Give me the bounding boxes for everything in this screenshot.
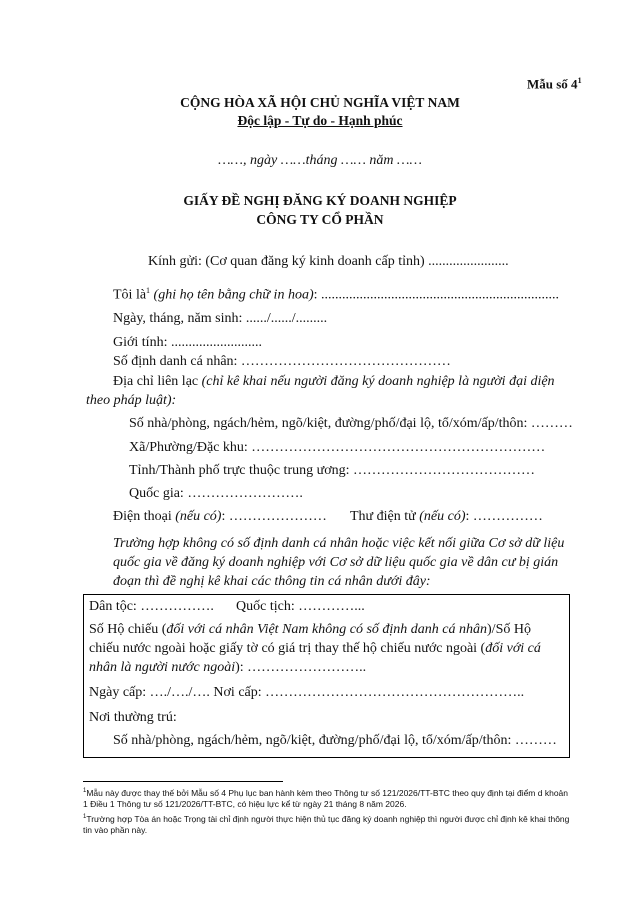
ethnicity-line: Dân tộc: ……………. — [89, 599, 214, 614]
name-line: Tôi $là^1$ (ghi họ tên bằng chữ in hoa): .................................................................... — [113, 286, 559, 303]
recipient-label: Kính gửi: — [148, 254, 202, 269]
province-line: Tỉnh/Thành phố trực thuộc trung ương: ………………………………… — [129, 463, 535, 478]
motto: Độc lập - Tự do - Hạnh phúc — [237, 113, 403, 128]
form-number-footnote-ref: 1 — [577, 76, 582, 85]
footnote-1: $^1$Mẫu này được thay thế bởi Mẫu số 4 Phụ lục ban hành kèm theo Thông tư số 121/2026/TT-BTC theo quy định tại điểm d khoản 1 Điều 1 Thông tư số 121/2026/TT-BTC, có hiệu lực kể từ ngày 21 tháng 8 năm 2026. — [83, 787, 569, 809]
date-line: ……, ngày ……tháng …… năm …… — [218, 153, 422, 168]
country-line: Quốc gia: ……………………. — [129, 486, 303, 501]
footnote-divider — [83, 781, 283, 782]
gender-line: Giới tính: .......................... — [113, 335, 262, 350]
name-hint: (ghi họ tên bằng chữ in hoa) — [153, 287, 314, 303]
passport-line-1: Số Hộ chiếu (đối với cá nhân Việt Nam không có số định danh cá nhân)/Số Hộ — [89, 622, 531, 637]
residence-line: Nơi thường trú: — [89, 710, 177, 725]
contact-hint-cont: theo pháp luật): — [86, 393, 177, 408]
contact-line: Địa chỉ liên lạc (chỉ kê khai nếu người đăng ký doanh nghiệp là người đại diện — [113, 374, 555, 389]
company-type-title: CÔNG TY CỔ PHẦN — [256, 212, 384, 227]
footnote-2: $^1$Trường hợp Tòa án hoặc Trọng tài chỉ định người thực hiện thủ tục đăng ký doanh nghiệp thì người được chỉ định kê khai thông tin vào phần này. — [83, 813, 570, 835]
email-line: Thư điện tử (nếu có): …………… — [350, 509, 543, 524]
phone-line: Điện thoại (nếu có): ………………… — [113, 509, 327, 524]
id-number-line: Số định danh cá nhân: ……………………………………… — [113, 354, 451, 369]
issue-date-line: Ngày cấp: …./…./…. Nơi cấp: ……………………………………………….. — [89, 685, 525, 700]
name-dots: : .................................................................... — [313, 287, 559, 303]
nationality-line: Quốc tịch: …………... — [236, 599, 365, 614]
personal-info-intro: Trường hợp không có số định danh cá nhân hoặc việc kết nối giữa Cơ sở dữ liệu quốc gia về đăng ký doanh nghiệp với Cơ sở dữ liệu quốc gia về dân cư bị gián đoạn thì đề nghị kê khai các thông tin cá nhân dưới đây: — [113, 536, 565, 589]
residence-street-line: Số nhà/phòng, ngách/hẻm, ngõ/kiệt, đường/phố/đại lộ, tổ/xóm/ấp/thôn: ……… — [113, 733, 557, 748]
recipient-value: (Cơ quan đăng ký kinh doanh cấp tỉnh) ....................... — [205, 254, 509, 269]
document-title: GIẤY ĐỀ NGHỊ ĐĂNG KÝ DOANH NGHIỆP — [183, 193, 457, 208]
name-footnote-ref: 1 — [146, 286, 151, 295]
contact-hint: (chỉ kê khai nếu người đăng ký doanh nghiệp là người đại diện — [201, 374, 555, 389]
passport-line-2: chiếu nước ngoài hoặc giấy tờ có giá trị thay thế hộ chiếu nước ngoài (đối với cá — [89, 641, 541, 656]
dob-line: Ngày, tháng, năm sinh: ....../....../......... — [113, 311, 328, 326]
email-hint: (nếu có) — [419, 509, 466, 524]
phone-hint: (nếu có) — [175, 509, 222, 524]
form-number: Mẫu số $4^1$ — [527, 76, 582, 92]
passport-line-3: nhân là người nước ngoài): …………………….. — [89, 660, 367, 675]
recipient-line — [148, 254, 509, 270]
ward-line: Xã/Phường/Đặc khu: ……………………………………………………… — [129, 440, 546, 455]
nation-heading: CỘNG HÒA XÃ HỘI CHỦ NGHĨA VIỆT NAM — [180, 95, 460, 110]
street-line: Số nhà/phòng, ngách/hẻm, ngõ/kiệt, đường/phố/đại lộ, tổ/xóm/ấp/thôn: ……… — [129, 416, 573, 431]
